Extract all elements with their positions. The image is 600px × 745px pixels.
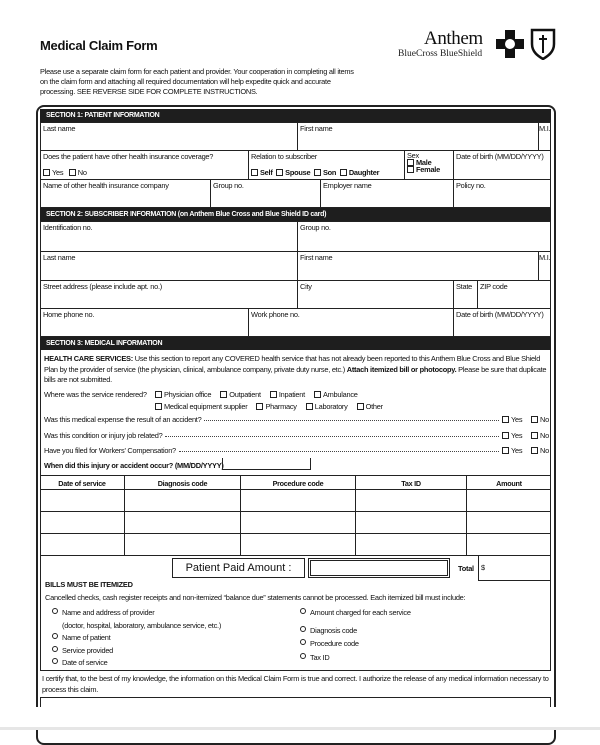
city-field[interactable] <box>297 280 454 309</box>
checkbox[interactable] <box>502 416 509 423</box>
checkbox[interactable] <box>531 447 538 454</box>
label: M.I. <box>539 253 551 262</box>
label: Sex <box>407 151 419 160</box>
bills-title: BILLS MUST BE ITEMIZED <box>45 580 133 589</box>
label: No <box>77 168 87 177</box>
label: Daughter <box>348 168 380 177</box>
patient-paid-input[interactable] <box>308 558 450 578</box>
total-label: Total <box>458 564 474 573</box>
question-label: Have you filed for Workers' Compensation? <box>44 446 176 455</box>
street-field[interactable] <box>40 280 298 309</box>
yes-option[interactable] <box>502 446 526 455</box>
no-option[interactable] <box>531 431 549 440</box>
employer-field[interactable] <box>320 179 454 208</box>
table-cell[interactable] <box>466 534 551 555</box>
label: Relation to subscriber <box>251 152 317 161</box>
id-no-field[interactable] <box>40 221 298 252</box>
sub-group-no-field[interactable] <box>297 221 551 252</box>
label: Work phone no. <box>251 310 300 319</box>
patient-last-name-field[interactable] <box>40 122 298 151</box>
other-company-field[interactable] <box>40 179 211 208</box>
checkbox[interactable] <box>155 391 162 398</box>
son-checkbox[interactable] <box>314 169 321 176</box>
text: Attach itemized bill or photocopy. <box>346 364 457 374</box>
yes-option[interactable] <box>502 431 526 440</box>
table-cell[interactable] <box>124 512 240 533</box>
text: Please be sure that duplicate bills are not submitted. <box>44 364 547 384</box>
bullet-item: Name of patient <box>52 632 221 645</box>
section2-header: SECTION 2: SUBSCRIBER INFORMATION (on Anthem Blue Cross and Blue Shield ID card) <box>40 208 551 221</box>
label: Name of other health insurance company <box>43 181 169 190</box>
place-option[interactable] <box>256 401 296 413</box>
label: Spouse <box>285 168 311 177</box>
no-checkbox[interactable] <box>69 169 76 176</box>
label: Yes <box>511 415 523 424</box>
table-row <box>40 512 551 534</box>
checkbox[interactable] <box>357 403 364 410</box>
label: Male <box>416 158 432 167</box>
place-option[interactable] <box>306 401 348 413</box>
label: ZIP code <box>480 282 508 291</box>
sub-dob-field[interactable] <box>453 308 551 337</box>
where-label: Where was the service rendered? <box>44 390 147 399</box>
sub-last-name-field[interactable] <box>40 251 298 281</box>
table-cell[interactable] <box>240 534 355 555</box>
table-cell[interactable] <box>240 490 355 511</box>
label: Does the patient have other health insurance coverage? <box>43 152 214 161</box>
zip-field[interactable] <box>477 280 551 309</box>
dollar-sign: $ <box>481 563 485 572</box>
table-cell[interactable] <box>40 490 124 511</box>
label: Inpatient <box>278 390 305 399</box>
blue-shield-icon <box>530 28 556 60</box>
table-row <box>40 490 551 512</box>
label: Group no. <box>213 181 244 190</box>
other-coverage-field <box>40 150 249 180</box>
label: City <box>300 282 312 291</box>
patient-dob-field[interactable] <box>453 150 551 180</box>
label: Home phone no. <box>43 310 95 319</box>
label: Ambulance <box>322 390 358 399</box>
checkbox[interactable] <box>502 447 509 454</box>
label: State <box>456 282 473 291</box>
label: Employer name <box>323 181 372 190</box>
place-option[interactable] <box>357 401 383 413</box>
table-cell[interactable] <box>355 490 466 511</box>
places-options <box>155 389 415 413</box>
bullet-item: Diagnosis code <box>300 625 411 638</box>
label: Son <box>322 168 337 177</box>
label: M.I. <box>539 124 551 133</box>
table-cell[interactable] <box>124 534 240 555</box>
place-option[interactable] <box>314 389 358 401</box>
health-care-services-text <box>44 354 549 386</box>
label: Self <box>260 168 273 177</box>
questions <box>44 415 549 462</box>
label: HEALTH CARE SERVICES: <box>44 354 133 363</box>
patient-mi-field[interactable] <box>538 122 551 151</box>
label: Yes <box>52 168 64 177</box>
question-row <box>44 415 549 431</box>
place-option[interactable] <box>155 389 211 401</box>
table-cell[interactable] <box>240 512 355 533</box>
daughter-checkbox[interactable] <box>340 169 347 176</box>
label: Other <box>365 402 383 411</box>
anthem-logo <box>398 28 560 68</box>
bills-text: Cancelled checks, cash register receipts and non-itemized “balance due” statements cannot be processed. Each itemized bill must include: <box>45 593 466 602</box>
checkbox[interactable] <box>220 391 227 398</box>
services-table <box>40 475 551 556</box>
blue-cross-icon <box>496 30 524 58</box>
sub-first-name-field[interactable] <box>297 251 539 281</box>
checkbox[interactable] <box>270 391 277 398</box>
table-header <box>40 475 551 490</box>
label: Outpatient <box>229 390 261 399</box>
label: Yes <box>511 430 523 440</box>
patient-first-name-field[interactable] <box>297 122 539 151</box>
spouse-checkbox[interactable] <box>276 169 283 176</box>
certify-text: I certify that, to the best of my knowledge, the information on this Medical Claim Form is true and correct. I authorize the release of any medical information necessary to process this claim. <box>42 674 549 694</box>
checkbox[interactable] <box>314 391 321 398</box>
place-option[interactable] <box>270 389 305 401</box>
label: Yes <box>511 446 523 455</box>
table-cell[interactable] <box>466 512 551 533</box>
sub-mi-field[interactable] <box>538 251 551 281</box>
column-header: Procedure code <box>240 476 355 489</box>
logo-name: Anthem <box>424 28 483 49</box>
label: Identification no. <box>43 223 93 232</box>
question-row <box>44 431 549 447</box>
yes-option[interactable] <box>502 415 526 424</box>
bullets-left <box>52 607 221 670</box>
state-field[interactable] <box>453 280 478 309</box>
text: Use this section to report any COVERED health service that has not already been reported to this Anthem Blue Cross and Blue Shield Plan by the provider of service (the physician, clinical, ambulance company, private duty nurse, etc.) <box>44 354 541 374</box>
column-header: Date of service <box>58 479 106 488</box>
home-phone-field[interactable] <box>40 308 249 337</box>
bullet-item: Service provided <box>52 645 221 658</box>
sex-field <box>404 150 454 180</box>
logo-sub: BlueCross BlueShield <box>398 49 483 59</box>
table-cell[interactable] <box>124 490 240 511</box>
checkbox[interactable] <box>531 432 538 439</box>
work-phone-field[interactable] <box>248 308 454 337</box>
label: No <box>540 430 549 440</box>
place-option[interactable] <box>220 389 261 401</box>
label: Medical equipment supplier <box>164 402 248 411</box>
signature-row <box>40 697 551 707</box>
label: Physician office <box>164 390 212 399</box>
no-option[interactable] <box>531 446 549 455</box>
table-cell[interactable] <box>466 490 551 511</box>
bullet-item: Date of service <box>52 657 221 670</box>
label: Female <box>416 165 440 174</box>
table-cell[interactable] <box>40 534 124 555</box>
section1-header: SECTION 1: PATIENT INFORMATION <box>40 109 551 122</box>
no-option[interactable] <box>531 415 549 424</box>
bullet-item: Name and address of provider <box>52 607 221 620</box>
table-cell[interactable] <box>355 534 466 555</box>
total-input[interactable] <box>478 556 551 581</box>
table-cell[interactable] <box>355 512 466 533</box>
bullet-item: Amount charged for each service <box>300 607 411 620</box>
label: Street address (please include apt. no.) <box>43 282 163 291</box>
checkbox[interactable] <box>256 403 263 410</box>
injury-date-input[interactable] <box>222 458 311 470</box>
bullet-item: Tax ID <box>300 652 411 665</box>
label: No <box>540 415 549 424</box>
table-cell[interactable] <box>40 512 124 533</box>
bullets-right <box>300 607 411 665</box>
label: Last name <box>43 253 76 262</box>
patient-paid-label: Patient Paid Amount : <box>172 558 305 578</box>
label: First name <box>300 124 333 133</box>
label: Policy no. <box>456 181 486 190</box>
question-label: Was this condition or injury job related? <box>44 430 163 440</box>
female-checkbox[interactable] <box>407 166 414 173</box>
label: Laboratory <box>314 402 348 411</box>
label: Date of birth (MM/DD/YYYY) <box>456 310 544 319</box>
column-header: Tax ID <box>355 476 466 489</box>
self-checkbox[interactable] <box>251 169 258 176</box>
column-header: Diagnosis code <box>124 476 240 489</box>
checkbox[interactable] <box>306 403 313 410</box>
label: Pharmacy <box>265 402 297 411</box>
column-header: Amount <box>466 476 551 489</box>
relation-field <box>248 150 405 180</box>
section3-header: SECTION 3: MEDICAL INFORMATION <box>40 337 551 350</box>
place-option[interactable] <box>155 401 247 413</box>
label: Date of birth (MM/DD/YYYY) <box>456 152 544 161</box>
checkbox[interactable] <box>502 432 509 439</box>
label: First name <box>300 253 333 262</box>
when-label: When did this injury or accident occur? (MM/DD/YYYY) <box>44 461 224 470</box>
intro-text: Please use a separate claim form for each patient and provider. Your cooperation in completing all items on the claim form and attaching all required documentation will help expedite quick and accurate processing. SEE REVERSE SIDE FOR COMPLETE INSTRUCTIONS. <box>40 67 354 96</box>
bullet-item: Procedure code <box>300 638 411 651</box>
checkbox[interactable] <box>155 403 162 410</box>
policy-field[interactable] <box>453 179 551 208</box>
bullet-item: (doctor, hospital, laboratory, ambulance service, etc.) <box>62 620 222 630</box>
label: No <box>540 446 549 455</box>
leader-dots <box>204 415 499 421</box>
checkbox[interactable] <box>531 416 538 423</box>
yes-checkbox[interactable] <box>43 169 50 176</box>
table-row <box>40 534 551 556</box>
page-title: Medical Claim Form <box>40 38 158 53</box>
leader-dots <box>179 446 499 452</box>
label: Last name <box>43 124 76 133</box>
group-no-field[interactable] <box>210 179 321 208</box>
male-checkbox[interactable] <box>407 159 414 166</box>
label: Group no. <box>300 223 331 232</box>
question-label: Was this medical expense the result of an accident? <box>44 415 202 424</box>
leader-dots <box>165 431 499 437</box>
